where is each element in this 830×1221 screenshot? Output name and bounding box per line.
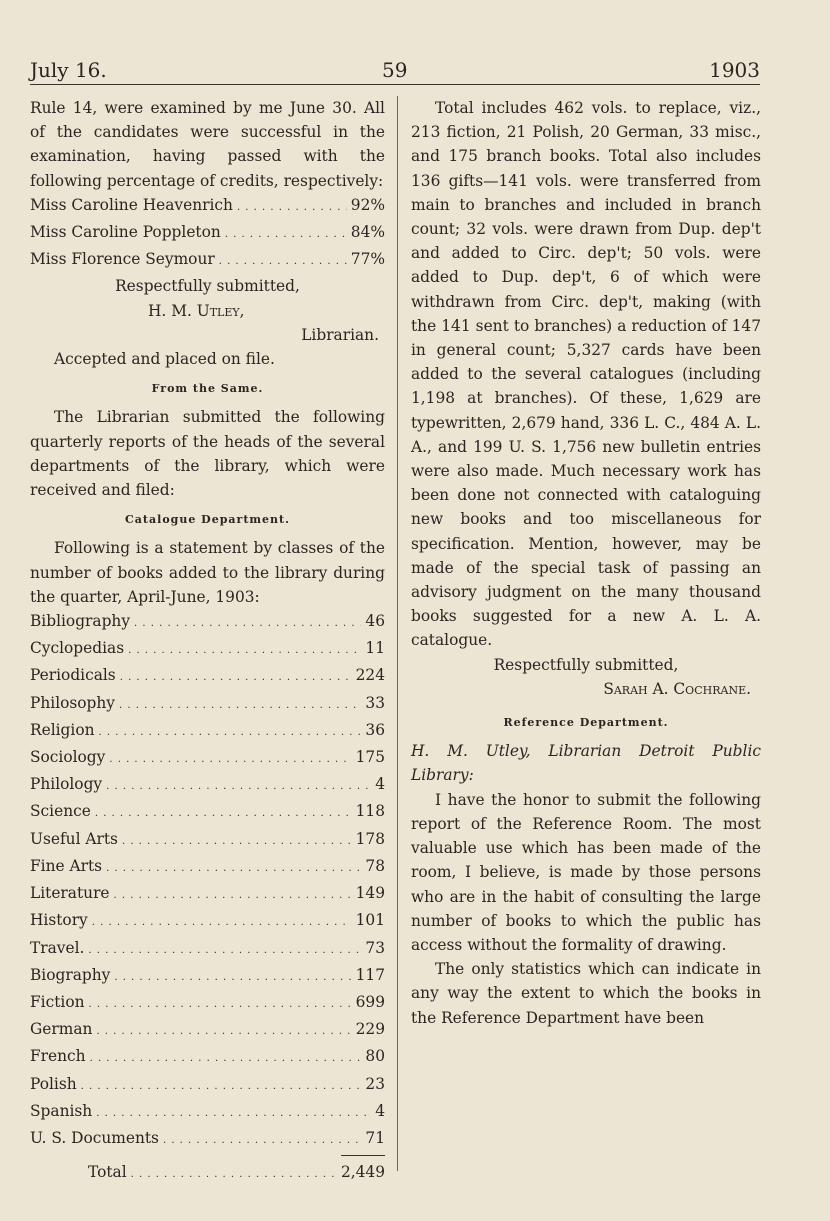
class-count: 178 xyxy=(355,829,385,848)
catalogue-report-paragraph: Total includes 462 vols. to replace, viz., 213 fiction, 21 Polish, 20 German, 33 misc., and 175 branch books. Total also includes 136 gifts—141 vols. were transferred from main to branches and included in branch count; 32 vols. were drawn from Dup. dep't and added to Circ. dep't; 50 vols. were added to Dup. dep't, 6 of which were withdrawn from Circ. dep't, making (with the 141 sent to branches) a reduction of 147 in general count; 5,327 cards have been added to the several catalogues (including 1,198 at branches). Of these, 1,629 are typewritten, 2,679 hand, 336 L. C., 484 A. L. A., and 199 U. S. 1,756 new bulletin entries were also made. Much necessary work has been done not connected with cataloguing new books and too miscellaneous for specification. Mention, however, may be made of the special task of passing an advisory judgment on the many thousand books suggested for a new A. L. A. catalogue. xyxy=(411,99,761,650)
leader-dots xyxy=(122,827,352,854)
paragraph: The only statistics which can indicate in any way the extent to which the books in the Reference Department have been xyxy=(411,960,761,1027)
class-count: 73 xyxy=(365,938,385,957)
class-row xyxy=(30,854,385,881)
leader-dots xyxy=(90,1044,362,1071)
candidate-row xyxy=(30,220,385,247)
page-header xyxy=(30,58,760,84)
leader-dots xyxy=(114,963,351,990)
class-row xyxy=(30,908,385,935)
class-count: 46 xyxy=(365,612,385,631)
candidate-name: Miss Caroline Poppleton xyxy=(30,223,221,242)
salutation: H. M. Utley, Librarian Detroit Public Library: xyxy=(411,742,761,785)
class-row xyxy=(30,609,385,636)
accepted-note: Accepted and placed on file. xyxy=(54,350,275,369)
class-count: 80 xyxy=(365,1047,385,1066)
class-count: 175 xyxy=(355,748,385,767)
leader-dots xyxy=(119,691,361,718)
class-row xyxy=(30,745,385,772)
class-count: 4 xyxy=(375,775,385,794)
class-count: 23 xyxy=(365,1074,385,1093)
candidate-score: 77% xyxy=(350,250,385,269)
class-count: 4 xyxy=(375,1101,385,1120)
section-heading: From the Same. xyxy=(151,382,264,396)
paragraph: I have the honor to submit the following report of the Reference Room. The most valuable use which has been made of the room, I believe, is made by those persons who are in the habit of consulting the large number of books to which the public has access without the formality of drawing. xyxy=(411,790,761,954)
total-value: 2,449 xyxy=(340,1163,385,1182)
class-name: Philosophy xyxy=(30,693,116,712)
leader-dots xyxy=(163,1126,361,1153)
leader-dots xyxy=(95,799,352,826)
candidate-score: 84% xyxy=(350,223,385,242)
leader-dots xyxy=(128,636,361,663)
class-row xyxy=(30,691,385,718)
classes-table xyxy=(30,609,385,1187)
leader-dots xyxy=(109,745,351,772)
class-count: 229 xyxy=(355,1020,385,1039)
class-row xyxy=(30,963,385,990)
class-row xyxy=(30,772,385,799)
class-row xyxy=(30,990,385,1017)
class-name: Philology xyxy=(30,775,103,794)
leader-dots xyxy=(114,881,352,908)
class-name: Religion xyxy=(30,720,95,739)
class-name: Travel. xyxy=(30,938,85,957)
exam-intro: Rule 14, were examined by me June 30. All of the candidates were successful in the examination, having passed with the following percentage of credits, respectively: xyxy=(30,99,385,190)
signer-title: Librarian. xyxy=(301,325,379,344)
class-count: 149 xyxy=(355,884,385,903)
class-row xyxy=(30,1044,385,1071)
closing: Respectfully submitted, xyxy=(115,277,300,296)
leader-dots xyxy=(219,247,347,274)
left-column xyxy=(30,96,385,1187)
paragraph: Following is a statement by classes of the number of books added to the library during the quarter, April-June, 1903: xyxy=(30,539,385,606)
class-name: Useful Arts xyxy=(30,829,118,848)
class-name: Cyclopedias xyxy=(30,639,125,658)
class-count: 118 xyxy=(355,802,385,821)
class-name: Bibliography xyxy=(30,612,131,631)
total-label: Total xyxy=(88,1163,127,1182)
column-divider xyxy=(397,96,398,1171)
class-name: Literature xyxy=(30,884,110,903)
class-count: 78 xyxy=(365,856,385,875)
class-row xyxy=(30,1126,385,1153)
leader-dots xyxy=(81,1072,362,1099)
class-name: Fine Arts xyxy=(30,856,103,875)
class-row xyxy=(30,1099,385,1126)
header-rule xyxy=(30,84,760,85)
class-name: Science xyxy=(30,802,91,821)
leader-dots xyxy=(134,609,361,636)
section-heading: Catalogue Department. xyxy=(125,513,290,527)
total-row xyxy=(30,1160,385,1187)
class-name: Periodicals xyxy=(30,666,116,685)
class-count: 36 xyxy=(365,720,385,739)
class-count: 33 xyxy=(365,693,385,712)
leader-dots xyxy=(237,193,347,220)
class-count: 11 xyxy=(365,639,385,658)
class-name: Spanish xyxy=(30,1101,93,1120)
class-row xyxy=(30,1017,385,1044)
class-name: History xyxy=(30,911,88,930)
class-name: Biography xyxy=(30,965,111,984)
candidate-name: Miss Florence Seymour xyxy=(30,250,215,269)
class-count: 71 xyxy=(365,1128,385,1147)
class-name: U. S. Documents xyxy=(30,1128,159,1147)
class-row xyxy=(30,663,385,690)
class-count: 101 xyxy=(355,911,385,930)
right-column xyxy=(411,96,761,1030)
class-row xyxy=(30,1072,385,1099)
closing: Respectfully submitted, xyxy=(493,655,679,674)
leader-dots xyxy=(225,220,347,247)
leader-dots xyxy=(96,1017,351,1044)
header-page-number: 59 xyxy=(382,58,408,82)
leader-dots xyxy=(88,936,361,963)
class-row xyxy=(30,936,385,963)
candidate-list xyxy=(30,193,385,275)
class-row xyxy=(30,799,385,826)
class-count: 224 xyxy=(355,666,385,685)
class-name: Polish xyxy=(30,1074,77,1093)
leader-dots xyxy=(99,718,362,745)
class-name: German xyxy=(30,1020,93,1039)
leader-dots xyxy=(120,663,352,690)
leader-dots xyxy=(96,1099,371,1126)
candidate-row xyxy=(30,247,385,274)
leader-dots xyxy=(92,908,352,935)
leader-dots xyxy=(106,772,371,799)
total-rule xyxy=(341,1155,385,1156)
paragraph: The Librarian submitted the following quarterly reports of the heads of the several departments of the library, which were received and filed: xyxy=(30,408,385,500)
class-name: Fiction xyxy=(30,992,85,1011)
class-count: 699 xyxy=(355,992,385,1011)
header-year: 1903 xyxy=(709,58,760,82)
candidate-name: Miss Caroline Heavenrich xyxy=(30,195,233,214)
class-row xyxy=(30,881,385,908)
class-row xyxy=(30,636,385,663)
candidate-row xyxy=(30,193,385,220)
leader-dots xyxy=(89,990,352,1017)
signer-name: Sarah A. Cochrane. xyxy=(603,679,751,698)
leader-dots xyxy=(106,854,361,881)
class-name: French xyxy=(30,1047,86,1066)
class-row xyxy=(30,718,385,745)
class-name: Sociology xyxy=(30,748,106,767)
signer-name: H. M. Utley, xyxy=(148,301,245,320)
leader-dots xyxy=(131,1160,337,1187)
candidate-score: 92% xyxy=(350,195,385,214)
header-date: July 16. xyxy=(30,58,107,82)
class-row xyxy=(30,827,385,854)
class-count: 117 xyxy=(355,965,385,984)
section-heading: Reference Department. xyxy=(503,716,669,730)
